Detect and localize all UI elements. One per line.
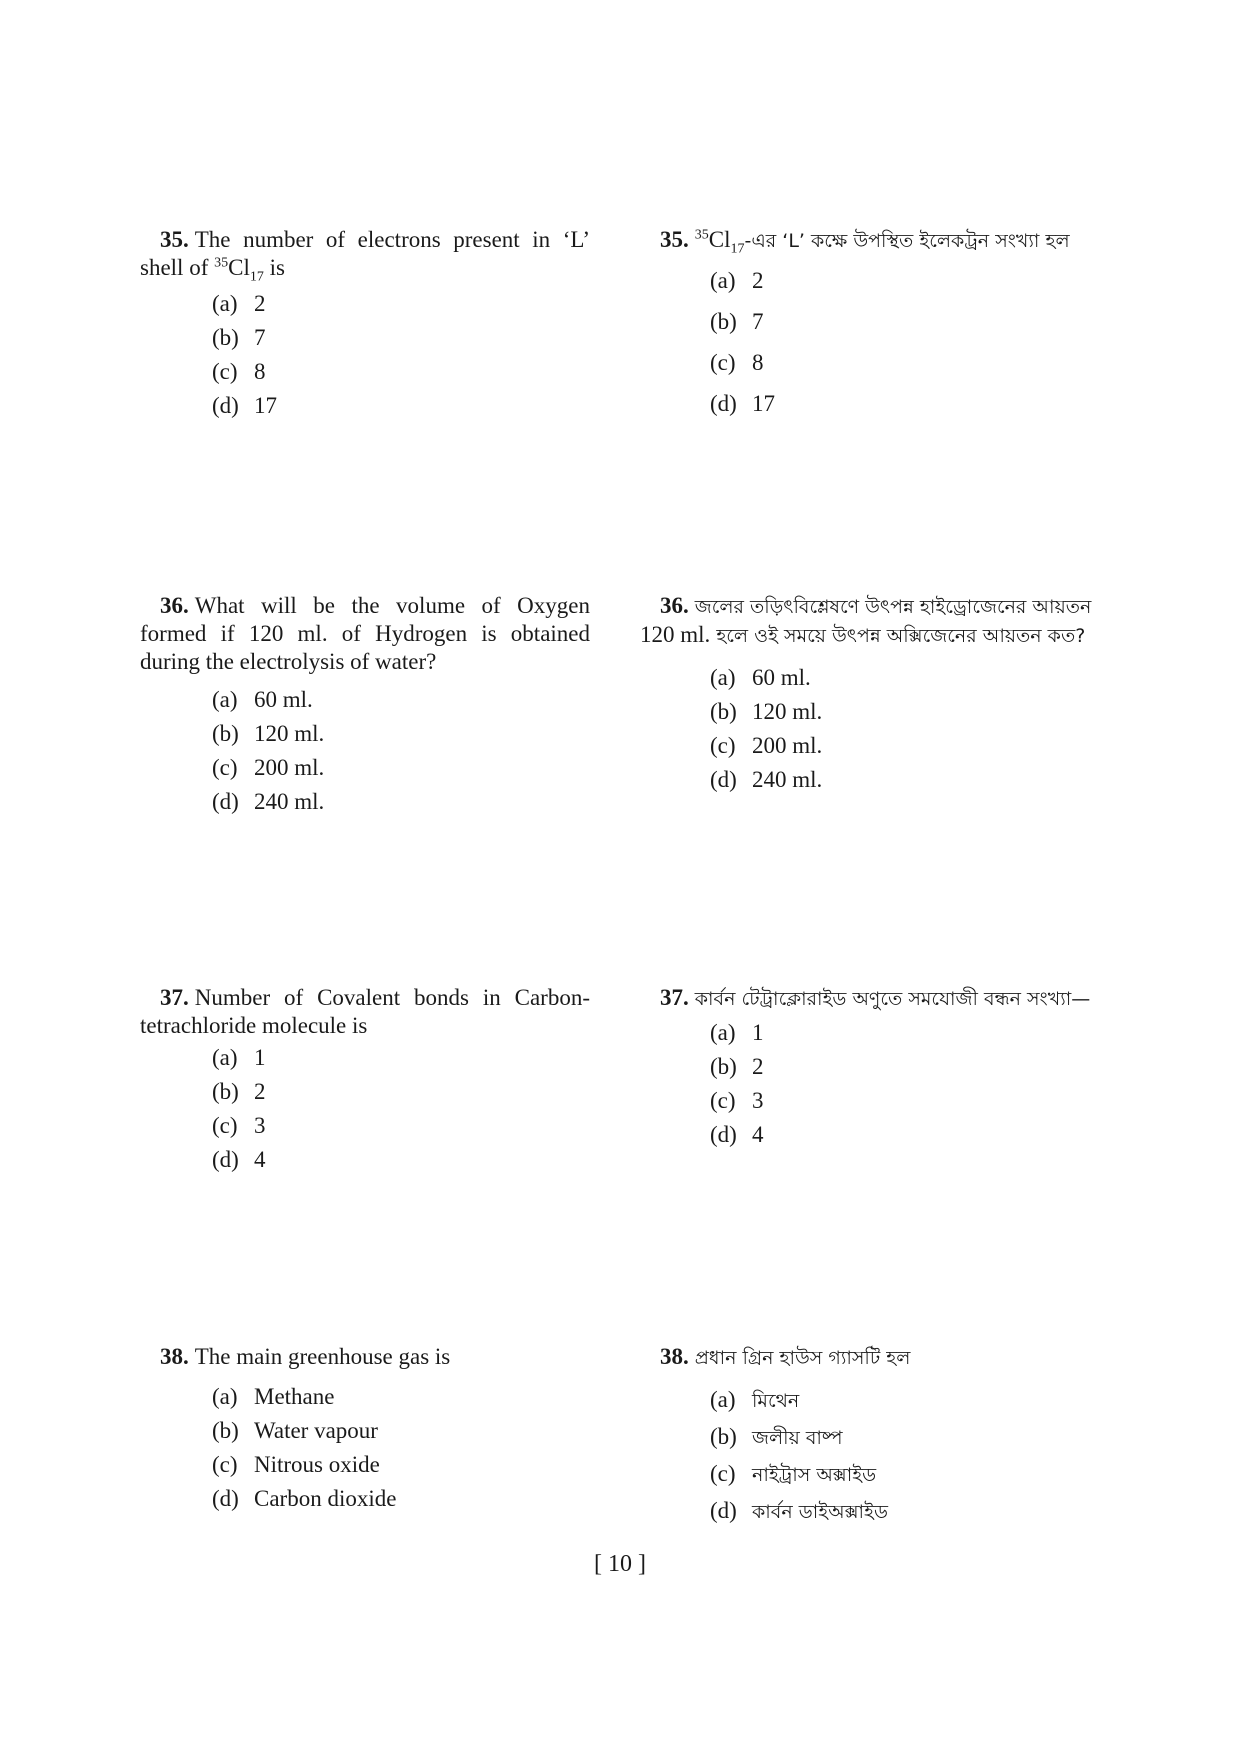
question-35-bn bbox=[640, 226, 1100, 418]
options-list bbox=[640, 1019, 1100, 1149]
options-list bbox=[140, 1383, 590, 1513]
option-d[interactable]: (d) 240 ml. bbox=[212, 789, 325, 814]
question-37-bn bbox=[640, 984, 1100, 1149]
options-list bbox=[140, 1044, 590, 1174]
option-a[interactable]: (a) 60 ml. bbox=[212, 687, 313, 712]
option-d[interactable]: (d) 4 bbox=[212, 1147, 266, 1172]
question-number: 36. bbox=[660, 593, 689, 618]
option-d[interactable]: (d) Carbon dioxide bbox=[212, 1486, 397, 1511]
option-d[interactable]: (d) 17 bbox=[710, 391, 775, 416]
options-list bbox=[640, 664, 1100, 794]
option-b[interactable]: (b) জলীয় বাষ্প bbox=[710, 1424, 843, 1449]
question-number: 38. bbox=[660, 1344, 689, 1369]
option-d[interactable]: (d) কার্বন ডাইঅক্সাইড bbox=[710, 1498, 888, 1523]
question-number: 37. bbox=[660, 985, 689, 1010]
page-number: [ 10 ] bbox=[594, 1551, 646, 1577]
question-35-en bbox=[140, 226, 590, 420]
question-stem: 35. The number of electrons present in ‘L’ shell of $^{35}Cl_{17}$ is bbox=[140, 227, 590, 285]
option-d[interactable]: (d) 17 bbox=[212, 393, 277, 418]
option-a[interactable]: (a) মিথেন bbox=[710, 1387, 800, 1412]
question-stem: 37. কার্বন টেট্রাক্লোরাইড অণুতে সমযোজী বন্ধন সংখ্যা— bbox=[660, 985, 1091, 1010]
option-c[interactable]: (c) 8 bbox=[710, 350, 764, 375]
option-b[interactable]: (b) 7 bbox=[212, 325, 266, 350]
question-number: 35. bbox=[660, 227, 689, 252]
option-b[interactable]: (b) 2 bbox=[710, 1054, 764, 1079]
option-c[interactable]: (c) 3 bbox=[212, 1113, 266, 1138]
question-stem: 38. প্রধান গ্রিন হাউস গ্যাসটি হল bbox=[660, 1344, 911, 1369]
option-b[interactable]: (b) 7 bbox=[710, 309, 764, 334]
option-d[interactable]: (d) 240 ml. bbox=[710, 767, 823, 792]
option-a[interactable]: (a) 1 bbox=[212, 1045, 266, 1070]
question-number: 36. bbox=[160, 593, 189, 618]
option-a[interactable]: (a) 60 ml. bbox=[710, 665, 811, 690]
question-38-bn bbox=[640, 1343, 1100, 1526]
option-c[interactable]: (c) 200 ml. bbox=[710, 733, 823, 758]
question-36-en bbox=[140, 592, 590, 816]
option-d[interactable]: (d) 4 bbox=[710, 1122, 764, 1147]
option-b[interactable]: (b) 2 bbox=[212, 1079, 266, 1104]
options-list bbox=[140, 290, 590, 420]
question-stem: 36. What will be the volume of Oxygen formed if 120 ml. of Hydrogen is obtained during the electrolysis of water? bbox=[140, 593, 590, 674]
option-a[interactable]: (a) 2 bbox=[212, 291, 266, 316]
option-c[interactable]: (c) 3 bbox=[710, 1088, 764, 1113]
question-stem: 35. $^{35}Cl_{17}-এর$ ‘L’ কক্ষে উপস্থিত ইলেকট্রন সংখ্যা হল bbox=[660, 227, 1070, 257]
option-c[interactable]: (c) 8 bbox=[212, 359, 266, 384]
question-number: 38. bbox=[160, 1344, 189, 1369]
question-number: 37. bbox=[160, 985, 189, 1010]
option-a[interactable]: (a) 2 bbox=[710, 268, 764, 293]
option-a[interactable]: (a) 1 bbox=[710, 1020, 764, 1045]
question-37-en bbox=[140, 984, 590, 1174]
question-stem: 36. জলের তড়িৎবিশ্লেষণে উৎপন্ন হাইড্রোজেনের আয়তন 120 ml. হলে ওই সময়ে উৎপন্ন অক্সিজেনের আয়তন কত? bbox=[640, 593, 1092, 647]
question-36-bn bbox=[640, 592, 1100, 794]
option-c[interactable]: (c) Nitrous oxide bbox=[212, 1452, 380, 1477]
option-a[interactable]: (a) Methane bbox=[212, 1384, 335, 1409]
options-list bbox=[140, 686, 590, 816]
question-38-en bbox=[140, 1343, 590, 1513]
question-stem: 37. Number of Covalent bonds in Carbon-tetrachloride molecule is bbox=[140, 985, 590, 1038]
option-c[interactable]: (c) 200 ml. bbox=[212, 755, 325, 780]
options-list bbox=[640, 267, 1100, 418]
question-number: 35. bbox=[160, 227, 189, 252]
option-b[interactable]: (b) 120 ml. bbox=[212, 721, 325, 746]
option-b[interactable]: (b) Water vapour bbox=[212, 1418, 378, 1443]
option-b[interactable]: (b) 120 ml. bbox=[710, 699, 823, 724]
question-stem: 38. The main greenhouse gas is bbox=[160, 1344, 451, 1369]
option-c[interactable]: (c) নাইট্রাস অক্সাইড bbox=[710, 1461, 877, 1486]
options-list bbox=[640, 1386, 1100, 1526]
